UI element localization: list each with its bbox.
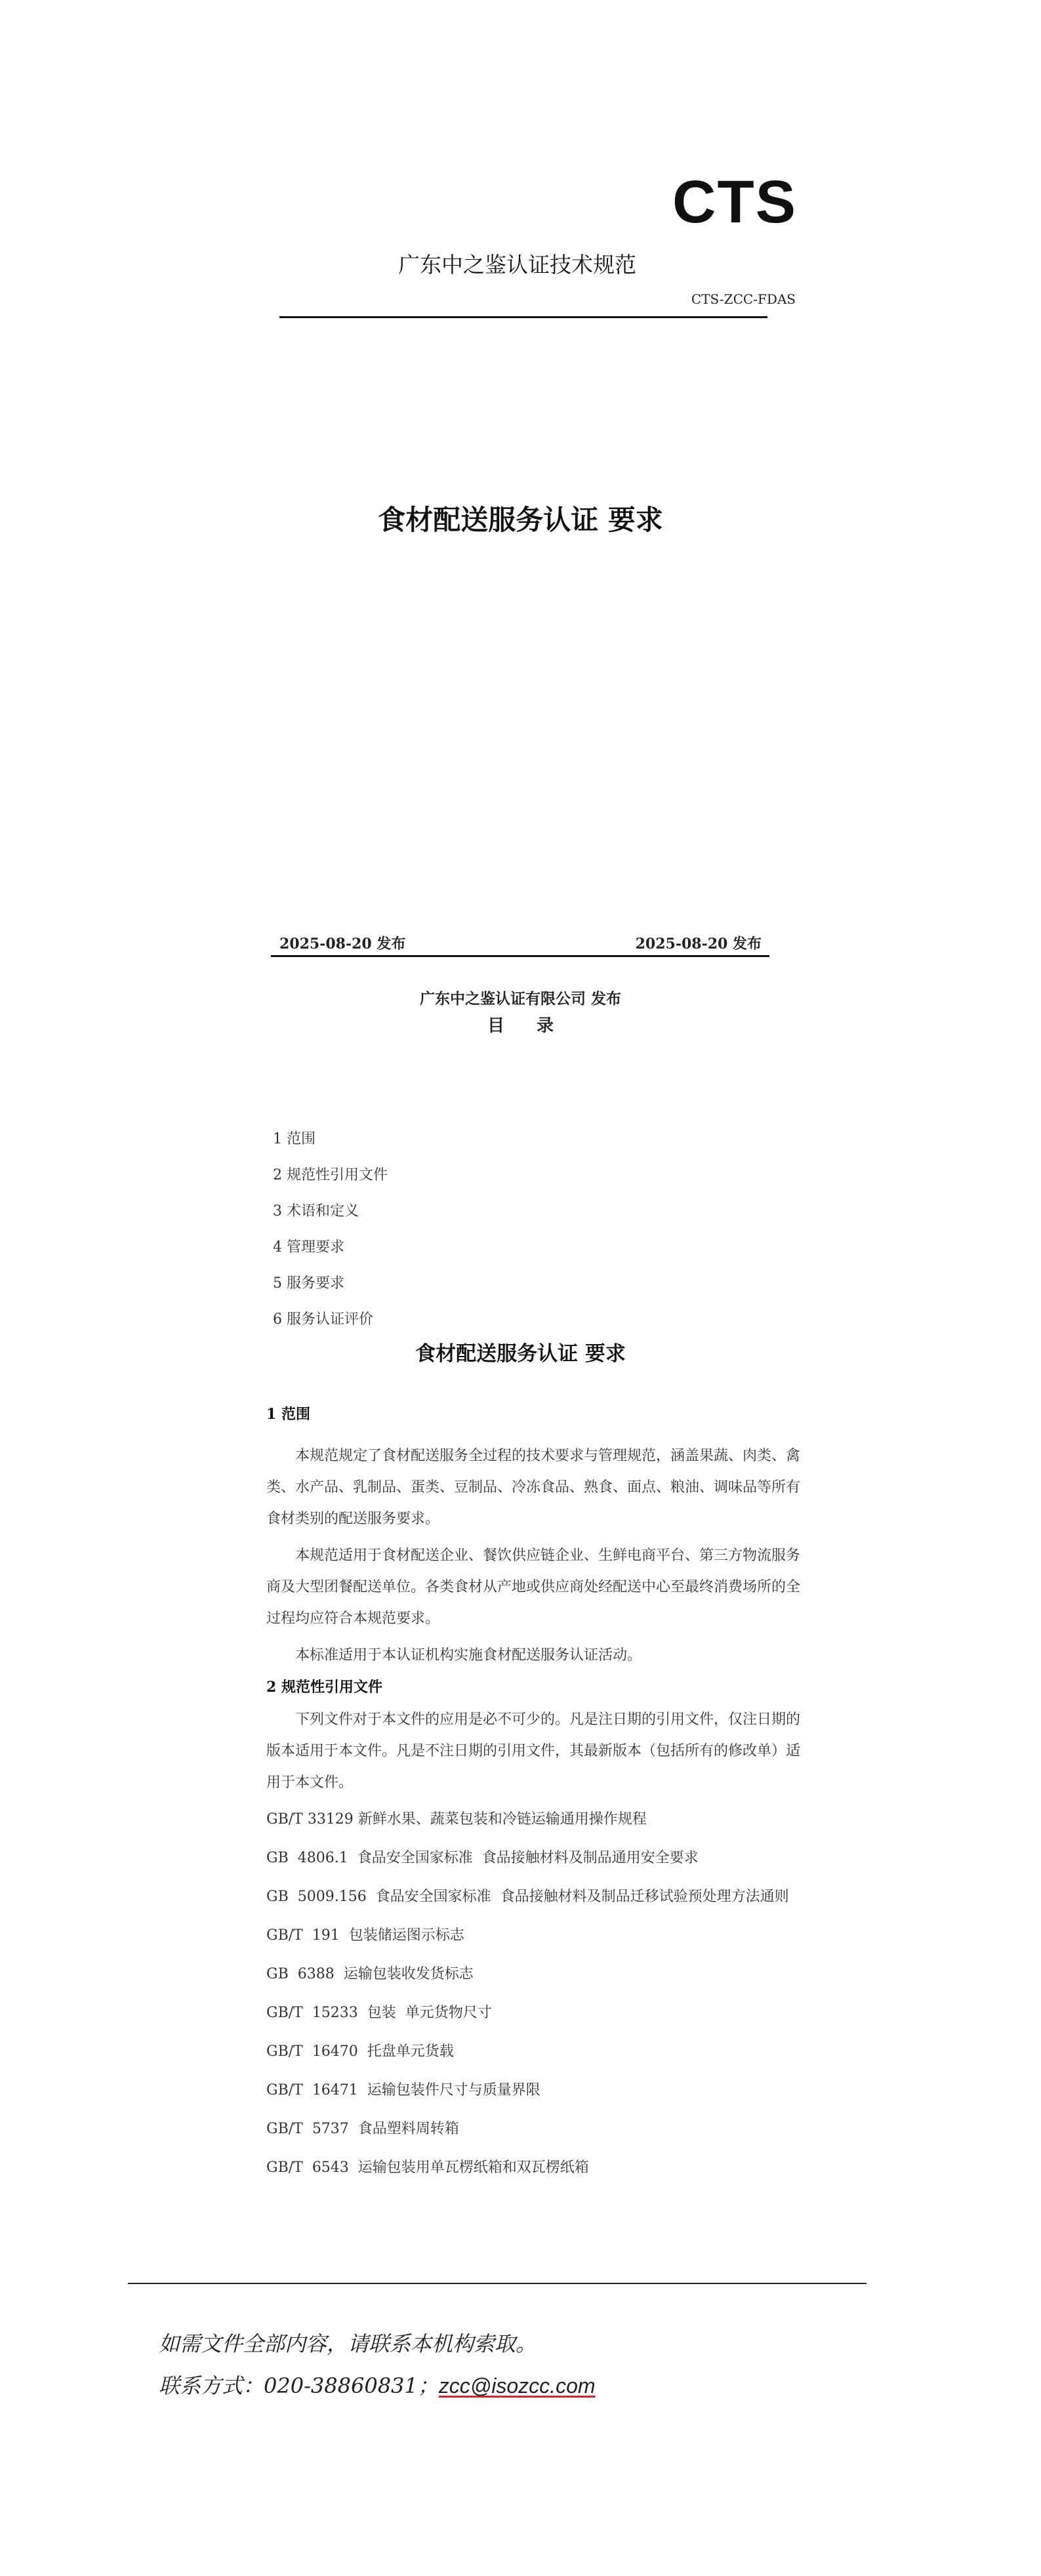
reference-item: GB/T 5737 食品塑料周转箱 (266, 2121, 459, 2137)
toc-title: 目 录 (487, 1016, 567, 1036)
body-title: 食材配送服务认证 要求 (415, 1342, 626, 1366)
contact-email-link[interactable]: zcc@isozcc.com (438, 2374, 596, 2398)
publisher: 广东中之鉴认证有限公司 发布 (419, 990, 621, 1008)
contact-phone: 联系方式：020-38860831； (159, 2373, 439, 2398)
scope-paragraph: 本规范适用于食材配送企业、餐饮供应链企业、生鲜电商平台、第三方物流服务商及大型团餐配送单位。各类食材从产地或供应商处经配送中心至最终消费场所的全过程均应符合本规范要求。 (266, 1547, 801, 1627)
document-body (266, 1404, 800, 2195)
toc-item: 2 规范性引用文件 (273, 1167, 388, 1183)
date-divider (271, 955, 769, 957)
reference-list (266, 1808, 800, 2195)
reference-item: GB/T 33129 新鲜水果、蔬菜包装和冷链运输通用操作规程 (266, 1811, 647, 1828)
toc-item: 4 管理要求 (273, 1239, 344, 1256)
reference-item: GB/T 191 包装储运图示标志 (266, 1927, 464, 1944)
toc-list (273, 1130, 388, 1346)
toc-item: 5 服务要求 (273, 1275, 344, 1292)
scope-paragraph: 本规范规定了食材配送服务全过程的技术要求与管理规范，涵盖果蔬、肉类、禽类、水产品、乳制品、蛋类、豆制品、冷冻食品、熟食、面点、粮油、调味品等所有食材类别的配送服务要求。 (266, 1448, 801, 1527)
reference-item: GB/T 6543 运输包装用单瓦楞纸箱和双瓦楞纸箱 (266, 2159, 589, 2176)
header-divider (279, 316, 767, 318)
reference-item: GB/T 16470 托盘单元货载 (266, 2043, 454, 2060)
spec-code: CTS-ZCC-FDAS (691, 291, 796, 307)
section-heading-scope: 1 范围 (266, 1406, 310, 1423)
reference-item: GB 6388 运输包装收发货标志 (266, 1966, 474, 1982)
reference-item: GB 4806.1 食品安全国家标准 食品接触材料及制品通用安全要求 (266, 1850, 699, 1866)
reference-item: GB/T 15233 包装 单元货物尺寸 (266, 2005, 492, 2021)
reference-item: GB 5009.156 食品安全国家标准 食品接触材料及制品迁移试验预处理方法通则 (266, 1889, 789, 1905)
publish-date-left: 2025-08-20 发布 (279, 935, 406, 952)
footer-divider (128, 2283, 867, 2284)
references-intro: 下列文件对于本文件的应用是必不可少的。凡是注日期的引用文件，仅注日期的版本适用于本文件。凡是不注日期的引用文件，其最新版本（包括所有的修改单）适用于本文件。 (266, 1711, 801, 1791)
footer-contact (159, 2369, 596, 2400)
footer-note: 如需文件全部内容，请联系本机构索取。 (159, 2331, 537, 2356)
toc-item: 3 术语和定义 (273, 1203, 359, 1219)
spec-series-name: 广东中之鉴认证技术规范 (398, 252, 636, 277)
publish-date-right: 2025-08-20 发布 (635, 935, 762, 952)
cts-logo: CTS (672, 169, 797, 235)
scope-paragraph: 本标准适用于本认证机构实施食材配送服务认证活动。 (295, 1647, 642, 1664)
document-title: 食材配送服务认证 要求 (378, 504, 663, 536)
section-heading-references: 2 规范性引用文件 (266, 1679, 382, 1696)
toc-item: 1 范围 (273, 1131, 316, 1147)
toc-item: 6 服务认证评价 (273, 1311, 373, 1328)
reference-item: GB/T 16471 运输包装件尺寸与质量界限 (266, 2082, 541, 2098)
